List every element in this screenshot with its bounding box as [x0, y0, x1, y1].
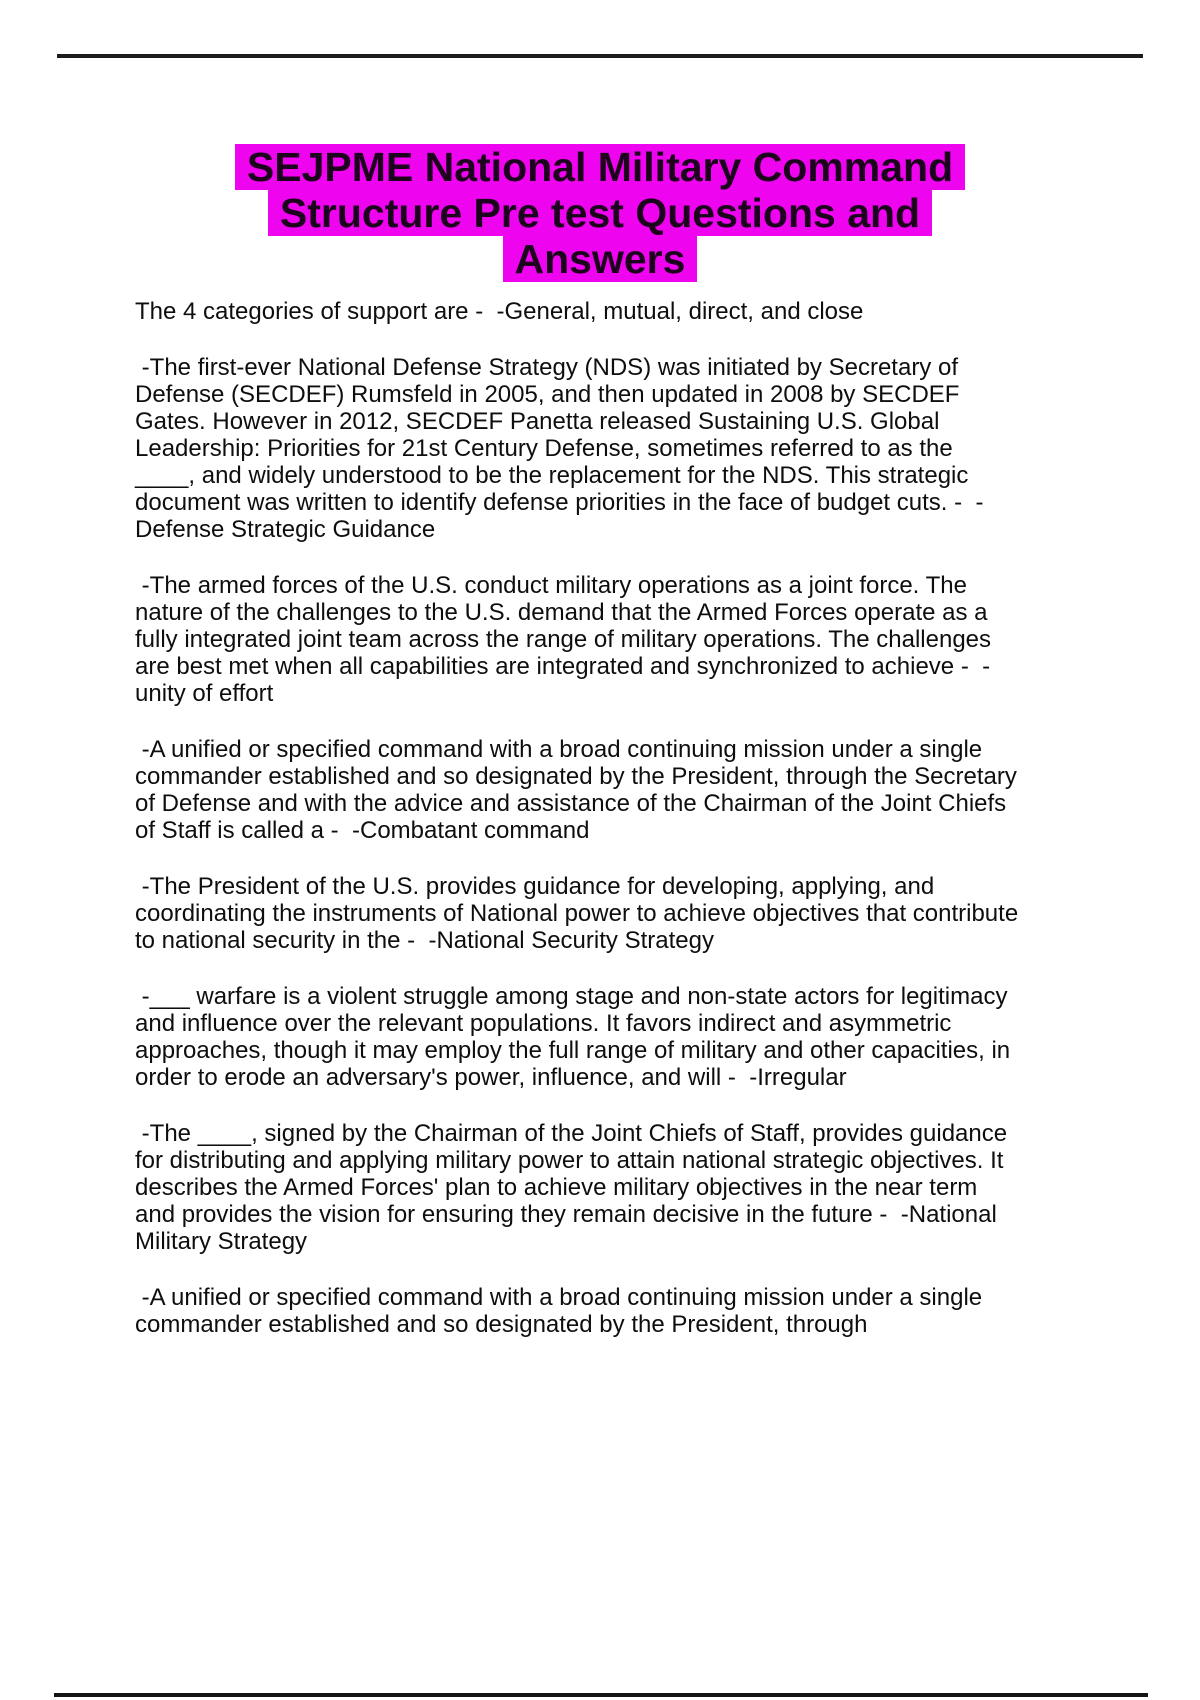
top-horizontal-rule	[57, 54, 1143, 58]
highlighted-title-text: Answers	[503, 236, 698, 282]
qa-paragraph-6: -___ warfare is a violent struggle among stage and non-state actors for legitimacy and influence over the relevant populations. It favors indirect and asymmetric approaches, though it may employ the full range of military and other capacities, in order to erode an adversary's power, influence, and will - -Irregular	[135, 983, 1017, 1091]
highlighted-title-text: SEJPME National Military Command	[235, 144, 965, 190]
qa-paragraph-4: -A unified or specified command with a broad continuing mission under a single commander established and so designated by the President, through the Secretary of Defense and with the advice and assistance of the Chairman of the Joint Chiefs of Staff is called a - -Combatant command	[135, 736, 1024, 844]
page-title	[0, 144, 1200, 282]
qa-paragraph-3: -The armed forces of the U.S. conduct military operations as a joint force. The nature of the challenges to the U.S. demand that the Armed Forces operate as a fully integrated joint team across the range of military operations. The challenges are best met when all capabilities are integrated and synchronized to achieve - -unity of effort	[135, 572, 998, 707]
page-title-line-2	[0, 190, 1200, 236]
page-title-line-3	[0, 236, 1200, 282]
qa-paragraph-7: -The ____, signed by the Chairman of the Joint Chiefs of Staff, provides guidance for distributing and applying military power to attain national strategic objectives. It describes the Armed Forces' plan to achieve military objectives in the near term and provides the vision for ensuring they remain decisive in the future - -National Military Strategy	[135, 1120, 1014, 1255]
highlighted-title-text: Structure Pre test Questions and	[268, 190, 932, 236]
qa-paragraph-5: -The President of the U.S. provides guidance for developing, applying, and coordinating the instruments of National power to achieve objectives that contribute to national security in the - -National Security Strategy	[135, 873, 1025, 954]
document-body	[135, 298, 1025, 1367]
page-title-line-1	[0, 144, 1200, 190]
qa-paragraph-8: -A unified or specified command with a broad continuing mission under a single commander established and so designated by the President, through	[135, 1284, 989, 1338]
qa-paragraph-1: The 4 categories of support are - -General, mutual, direct, and close	[135, 298, 864, 325]
qa-paragraph-2: -The first-ever National Defense Strategy (NDS) was initiated by Secretary of Defense (SECDEF) Rumsfeld in 2005, and then updated in 2008 by SECDEF Gates. However in 2012, SECDEF Panetta released Sustaining U.S. Global Leadership: Priorities for 21st Century Defense, sometimes referred to as the ____, and widely understood to be the replacement for the NDS. This strategic document was written to identify defense priorities in the face of budget cuts. - -Defense Strategic Guidance	[135, 354, 984, 543]
bottom-horizontal-rule	[54, 1693, 1148, 1697]
